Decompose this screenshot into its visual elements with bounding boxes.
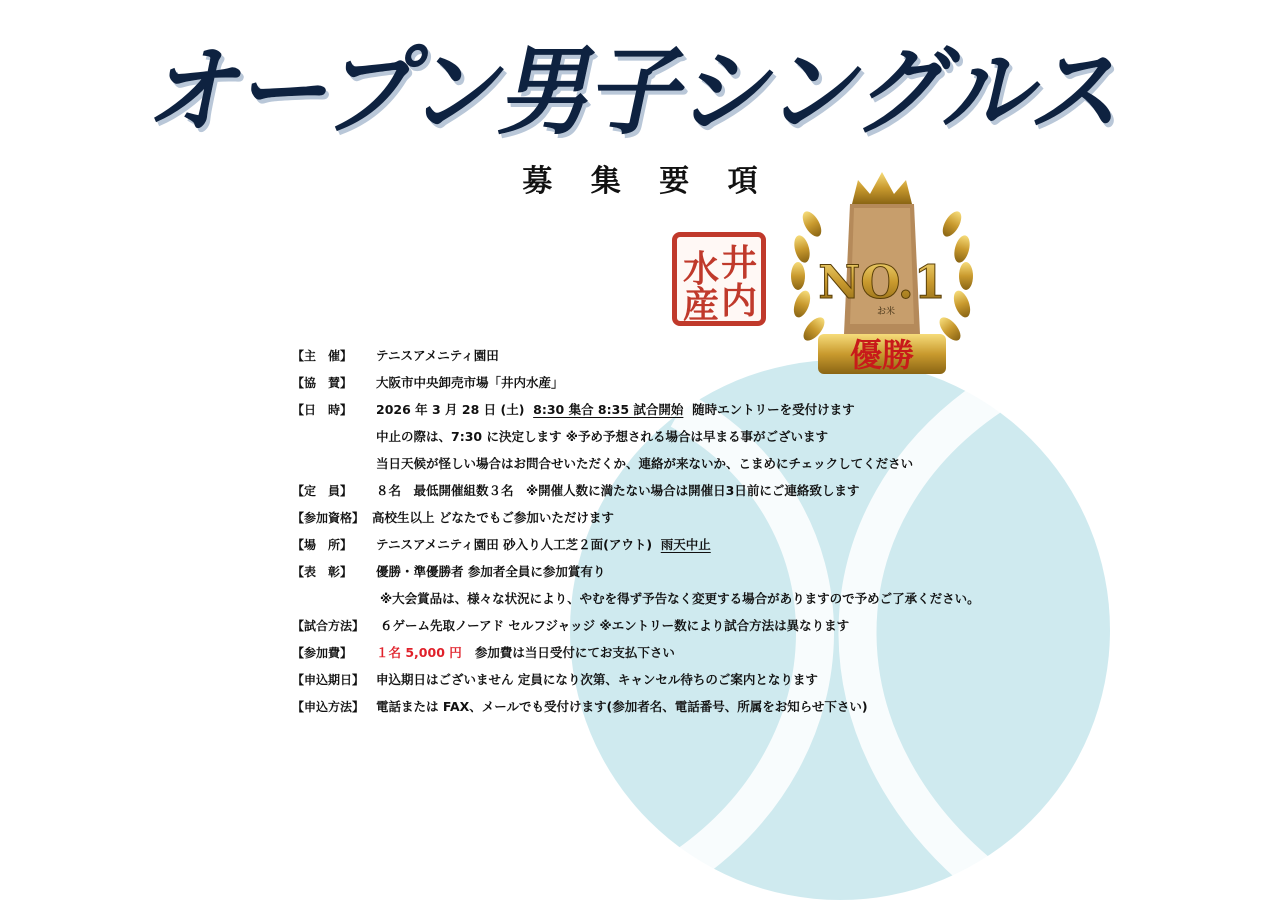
stamp-char: 井 — [721, 242, 758, 284]
detail-value: 申込期日はございません 定員になり次第、キャンセル待ちのご案内となります — [376, 672, 818, 687]
detail-label: 【参加資格】 — [292, 511, 365, 525]
detail-value: 電話または FAX、メールでも受付けます(参加者名、電話番号、所属をお知らせ下さい) — [376, 699, 868, 714]
detail-label: 【日 時】 — [292, 403, 353, 417]
detail-value: 優勝・準優勝者 参加者全員に参加賞有り — [376, 564, 606, 579]
detail-label: 【試合方法】 — [292, 619, 365, 633]
event-time: 8:30 集合 8:35 試合開始 — [533, 402, 684, 417]
page-subtitle: 募 集 要 項 — [522, 164, 772, 199]
detail-label: 【場 所】 — [292, 538, 353, 552]
detail-label: 【参加費】 — [292, 646, 353, 660]
detail-value: 中止の際は、7:30 に決定します ※予め予想される場合は早まる事がございます — [376, 429, 828, 444]
award-win-text: 優勝 — [849, 336, 915, 374]
detail-value: ８名 最低開催組数３名 ※開催人数に満たない場合は開催日3日前にご連絡致します — [376, 483, 860, 498]
detail-label: 【表 彰】 — [292, 565, 353, 579]
venue-name: テニスアメニティ園田 砂入り人工芝２面(アウト) — [376, 537, 653, 552]
award-no1-text: NO.1 — [818, 255, 946, 309]
stamp-char: 内 — [721, 280, 758, 322]
stamp-char: 産 — [683, 284, 720, 326]
detail-label: 【協 賛】 — [292, 376, 353, 390]
detail-value: ※大会賞品は、様々な状況により、やむを得ず予告なく変更する場合がありますので予めご了承ください。 — [380, 591, 980, 606]
award-rice-text: お米 — [876, 307, 896, 317]
detail-value — [376, 533, 711, 557]
event-date: 2026 年 3 月 28 日 (土) — [376, 402, 525, 417]
detail-value: 大阪市中央卸売市場「井内水産」 — [376, 375, 564, 390]
detail-value: 高校生以上 どなたでもご参加いただけます — [372, 510, 614, 525]
detail-value — [376, 398, 855, 422]
detail-value: ６ゲーム先取ノーアド セルフジャッジ ※エントリー数により試合方法は異なります — [380, 618, 850, 633]
detail-label: 【主 催】 — [292, 349, 353, 363]
detail-value: テニスアメニティ園田 — [376, 348, 499, 363]
detail-label: 【定 員】 — [292, 484, 353, 498]
sponsor-stamp-logo — [672, 232, 766, 326]
page-title: オープン男子シングルス — [140, 35, 1137, 149]
fee-amount: １名 5,000 円 — [376, 645, 462, 660]
fee-note: 参加費は当日受付にてお支払下さい — [474, 645, 675, 660]
entry-note: 随時エントリーを受付けます — [692, 402, 855, 417]
detail-value: 当日天候が怪しい場合はお問合せいただくか、連絡が来ないか、こまめにチェックしてください — [376, 456, 914, 471]
detail-label: 【申込方法】 — [292, 700, 365, 714]
rain-cancel-note: 雨天中止 — [660, 537, 711, 552]
detail-label: 【申込期日】 — [292, 673, 365, 687]
stamp-char: 水 — [683, 248, 720, 290]
no1-award-emblem — [782, 164, 982, 378]
detail-value — [376, 641, 675, 665]
